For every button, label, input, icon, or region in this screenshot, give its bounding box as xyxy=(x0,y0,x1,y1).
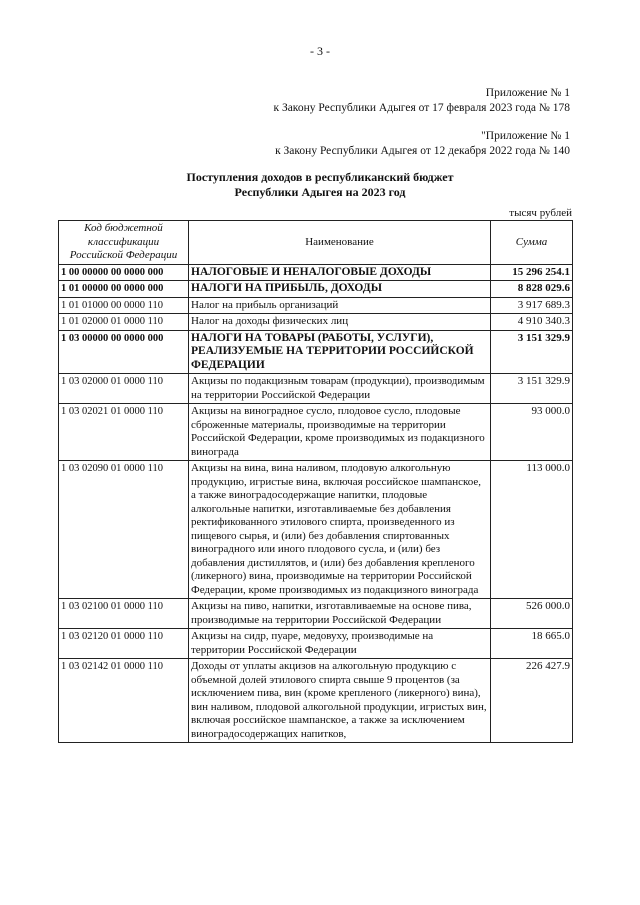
amount-cell: 4 910 340.3 xyxy=(491,314,573,331)
revenue-name-cell: Акцизы на виноградное сусло, плодовое сусло, плодовые сброженные материалы, производимые на территории Российской Федерации, кроме производимых из подакцизного винограда xyxy=(189,404,491,461)
revenue-name-cell: Акцизы на пиво, напитки, изготавливаемые на основе пива, производимые на территории Российской Федерации xyxy=(189,599,491,629)
appendix-previous-line2: к Закону Республики Адыгея от 12 декабря 2022 года № 140 xyxy=(275,145,570,157)
budget-code-cell: 1 01 02000 01 0000 110 xyxy=(59,314,189,331)
table-header-row xyxy=(59,221,573,265)
revenue-name-cell: Акцизы на вина, вина наливом, плодовую алкогольную продукцию, игристые вина, включая российское шампанское, а также виноградосодержащие напитки, плодовые алкогольные напитки, изготавливаемые без добавления ректификованного этилового спирта, произведенного из пищевого сырья, и (или) без добавления спиртованных виноградного или иного плодового сусла, и (или) без добавления дистиллятов, и (или) без добавления крепленого (ликерного) вина, производимые на территории Российской Федерации, кроме производимых из подакцизного винограда xyxy=(189,461,491,599)
revenue-table xyxy=(58,220,573,743)
header-sum: Сумма xyxy=(491,221,573,265)
document-title-line1: Поступления доходов в республиканский бюджет xyxy=(186,170,454,184)
appendix-previous xyxy=(275,129,570,159)
amount-cell: 526 000.0 xyxy=(491,599,573,629)
table-row xyxy=(59,374,573,404)
table-row xyxy=(59,264,573,281)
amount-cell: 113 000.0 xyxy=(491,461,573,599)
table-row xyxy=(59,629,573,659)
budget-code-cell: 1 03 02000 01 0000 110 xyxy=(59,374,189,404)
table-row xyxy=(59,461,573,599)
table-body xyxy=(59,264,573,743)
revenue-name-cell: Налог на прибыль организаций xyxy=(189,297,491,314)
table-row xyxy=(59,404,573,461)
revenue-name-cell: Доходы от уплаты акцизов на алкогольную продукцию с объемной долей этилового спирта свыше 9 процентов (за исключением пива, вин (кроме крепленого (ликерного) вина), вин наливом, плодовой алкогольной продукции, игристых вин, включая российское шампанское, а также за исключением виноградосодержащих напитков, xyxy=(189,659,491,743)
budget-code-cell: 1 01 00000 00 0000 000 xyxy=(59,281,189,298)
table-row xyxy=(59,659,573,743)
budget-code-cell: 1 03 02142 01 0000 110 xyxy=(59,659,189,743)
amount-cell: 15 296 254.1 xyxy=(491,264,573,281)
revenue-name-cell: Налог на доходы физических лиц xyxy=(189,314,491,331)
revenue-name-cell: Акцизы по подакцизным товарам (продукции), производимым на территории Российской Федерации xyxy=(189,374,491,404)
amount-cell: 93 000.0 xyxy=(491,404,573,461)
table-row xyxy=(59,314,573,331)
budget-code-cell: 1 01 01000 00 0000 110 xyxy=(59,297,189,314)
table-row xyxy=(59,330,573,374)
amount-cell: 3 917 689.3 xyxy=(491,297,573,314)
appendix-current-line2: к Закону Республики Адыгея от 17 февраля 2023 года № 178 xyxy=(273,102,570,114)
document-title xyxy=(0,170,640,200)
revenue-name-cell: Акцизы на сидр, пуаре, медовуху, производимые на территории Российской Федерации xyxy=(189,629,491,659)
appendix-current-line1: Приложение № 1 xyxy=(485,87,570,99)
document-title-line2: Республики Адыгея на 2023 год xyxy=(234,185,406,199)
budget-code-cell: 1 03 02120 01 0000 110 xyxy=(59,629,189,659)
budget-code-cell: 1 00 00000 00 0000 000 xyxy=(59,264,189,281)
amount-cell: 3 151 329.9 xyxy=(491,330,573,374)
header-name: Наименование xyxy=(189,221,491,265)
amount-cell: 8 828 029.6 xyxy=(491,281,573,298)
budget-code-cell: 1 03 02100 01 0000 110 xyxy=(59,599,189,629)
revenue-name-cell: НАЛОГИ НА ТОВАРЫ (РАБОТЫ, УСЛУГИ), РЕАЛИЗУЕМЫЕ НА ТЕРРИТОРИИ РОССИЙСКОЙ ФЕДЕРАЦИИ xyxy=(189,330,491,374)
revenue-name-cell: НАЛОГИ НА ПРИБЫЛЬ, ДОХОДЫ xyxy=(189,281,491,298)
amount-cell: 3 151 329.9 xyxy=(491,374,573,404)
budget-code-cell: 1 03 02021 01 0000 110 xyxy=(59,404,189,461)
units-label: тысяч рублей xyxy=(509,207,572,219)
appendix-current xyxy=(273,86,570,116)
appendix-previous-line1: "Приложение № 1 xyxy=(481,130,570,142)
header-code: Код бюджетной классификации Российской Федерации xyxy=(59,221,189,265)
table-row xyxy=(59,281,573,298)
amount-cell: 226 427.9 xyxy=(491,659,573,743)
table-row xyxy=(59,599,573,629)
amount-cell: 18 665.0 xyxy=(491,629,573,659)
budget-code-cell: 1 03 02090 01 0000 110 xyxy=(59,461,189,599)
budget-code-cell: 1 03 00000 00 0000 000 xyxy=(59,330,189,374)
revenue-name-cell: НАЛОГОВЫЕ И НЕНАЛОГОВЫЕ ДОХОДЫ xyxy=(189,264,491,281)
page-number: - 3 - xyxy=(310,44,330,58)
table-row xyxy=(59,297,573,314)
